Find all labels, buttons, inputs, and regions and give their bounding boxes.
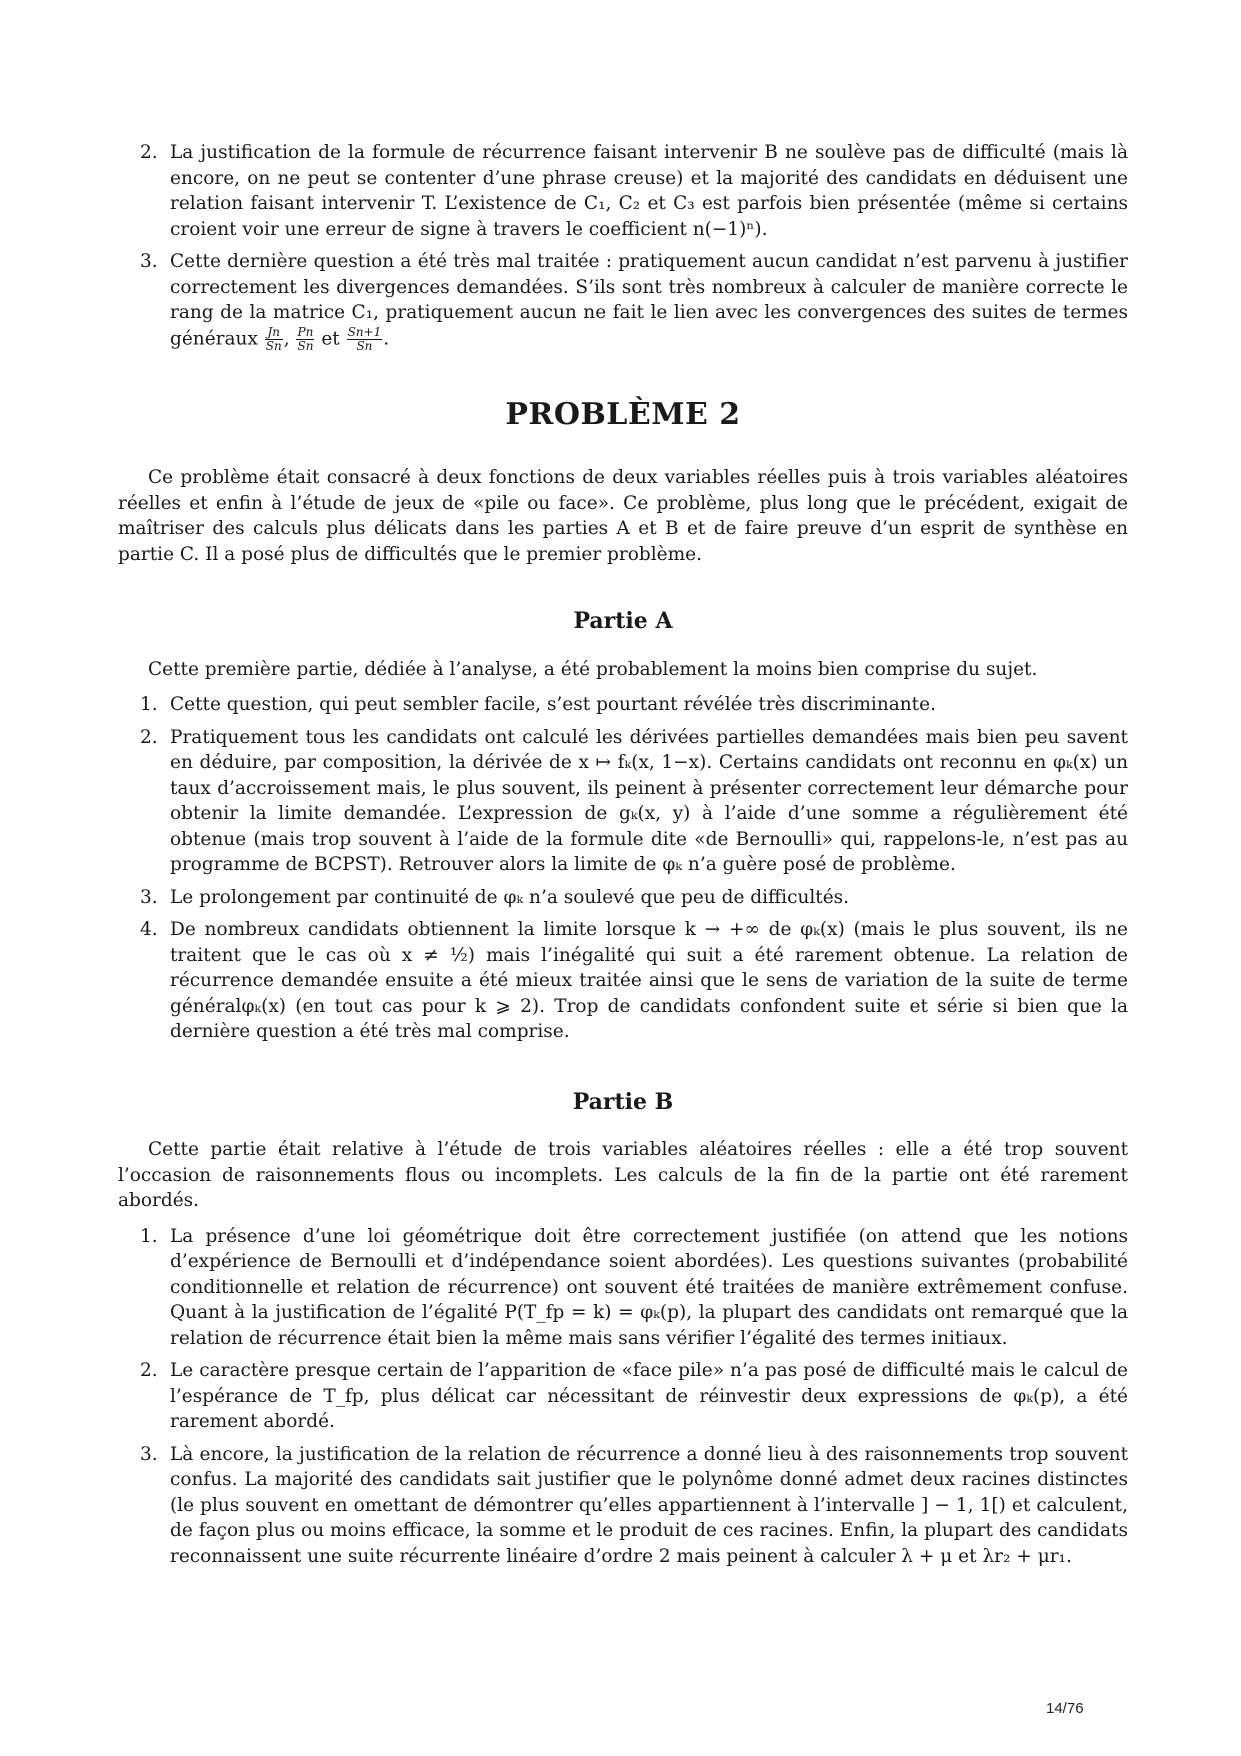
item-text: Le prolongement par continuité de φₖ n’a soulevé que peu de difficultés. — [170, 886, 850, 908]
item-text: Là encore, la justification de la relation de récurrence a donné lieu à des raisonnements trop souvent confus. La majorité des candidats sait justifier que le polynôme donné admet deux racines distinctes (le plus souvent en omettant de démontrer qu’elles appartiennent à l’intervalle ] − 1, 1[) et calculent, de façon plus ou moins efficace, la somme et le produit de ces racines. Enfin, la plupart des candidats reconnaissent une suite récurrente linéaire d’ordre 2 mais peinent à calculer λ + μ et λr₂ + μr₁. — [170, 1443, 1128, 1567]
list-item — [118, 917, 1128, 1045]
list-item — [118, 885, 1128, 911]
page-number: 14/76 — [1046, 1700, 1084, 1717]
part-b-intro: Cette partie était relative à l’étude de trois variables aléatoires réelles : elle a été trop souvent l’occasion de raisonnements flous ou incomplets. Les calculs de la fin de la partie ont été rarement abordés. — [118, 1139, 1128, 1211]
part-a-intro: Cette première partie, dédiée à l’analyse, a été probablement la moins bien comprise du sujet. — [148, 658, 1038, 680]
fraction-jn-sn: $\frac{Jn}{Sn}$ — [265, 324, 282, 353]
item-number: 3. — [140, 1443, 158, 1465]
problem-title: PROBLÈME 2 — [505, 396, 741, 432]
item-number: 1. — [140, 1225, 158, 1247]
item-number: 3. — [140, 251, 158, 272]
item-text: De nombreux candidats obtiennent la limite lorsque k → +∞ de φₖ(x) (mais le plus souvent, ils ne traitent que le cas où x ≠ ½) mais l’inégalité qui suit a été rarement obtenue. La relation de récurrence demandée ensuite a été mieux traitée ainsi que le sens de variation de la suite de terme généralφₖ(x) (en tout cas pour k ⩾ 2). Trop de candidats confondent suite et série si bien que la dernière question a été très mal comprise. — [170, 919, 1128, 1042]
list-item: 3. Cette dernière question a été très mal traitée : pratiquement aucun candidat n’est parvenu à justifier correctement les divergences demandées. S’ils sont très nombreux à calculer de manière correcte le rang de la matrice C₁, pratiquement aucun ne fait le lien avec les convergences des suites de termes généraux $\frac{Jn}{Sn}$ , $\frac{Pn}{Sn}$ et $\frac{Sn+1}{Sn}$ . — [140, 251, 1128, 353]
part-a-list — [118, 692, 1128, 1045]
item-text: La justification de la formule de récurrence faisant intervenir B ne soulève pas de difficulté (mais là encore, on ne peut se contenter d’une phrase creuse) et la majorité des candidats en déduisent une relation faisant intervenir T. L’existence de C₁, C₂ et C₃ est parfois bien présentée (même si certains croient voir une erreur de signe à travers le coefficient n(−1)ⁿ). — [170, 142, 1128, 240]
list-item — [118, 140, 1128, 242]
fraction-pn-sn: $\frac{Pn}{Sn}$ — [297, 324, 314, 353]
item-number: 1. — [140, 694, 158, 715]
item-number: 2. — [140, 1360, 158, 1381]
list-item — [118, 1442, 1128, 1570]
item-text: La présence d’une loi géométrique doit être correctement justifiée (on attend que les notions d’expérience de Bernoulli et d’indépendance soient abordées). Les questions suivantes (probabilité conditionnelle et relation de récurrence) ont souvent été traitées de manière extrêmement confuse. Quant à la justification de l’égalité P(T_fp = k) = φₖ(p), la plupart des candidats ont remarqué que la relation de récurrence était bien la même mais sans vérifier l’égalité des termes initiaux. — [170, 1225, 1128, 1349]
item-text: Pratiquement tous les candidats ont calculé les dérivées partielles demandées mais bien peu savent en déduire, par composition, la dérivée de x ↦ fₖ(x, 1−x). Certains candidats ont reconnu en φₖ(x) un taux d’accroissement mais, le plus souvent, ils peinent à présenter correctement leur démarche pour obtenir la limite demandée. L’expression de gₖ(x, y) à l’aide d’une somme a régulièrement été obtenue (mais trop souvent à l’aide de la formule dite «de Bernoulli» qui, rappelons-le, n’est pas au programme de BCPST). Retrouver alors la limite de φₖ n’a guère posé de problème. — [170, 726, 1128, 875]
item-number: 2. — [140, 726, 158, 748]
list-item — [118, 692, 1128, 718]
list-item — [118, 725, 1128, 878]
item-number: 3. — [140, 886, 158, 908]
part-b-list — [118, 1224, 1128, 1570]
item-number: 2. — [140, 142, 158, 163]
list-item — [118, 1358, 1128, 1435]
part-a-heading: Partie A — [573, 608, 673, 634]
top-list — [118, 140, 1128, 353]
problem-intro: Ce problème était consacré à deux fonctions de deux variables réelles puis à trois variables aléatoires réelles et enfin à l’étude de jeux de «pile ou face». Ce problème, plus long que le précédent, exigait de maîtriser des calculs plus délicats dans les parties A et B et de faire preuve d’un esprit de synthèse en partie C. Il a posé plus de difficultés que le premier problème. — [118, 467, 1128, 565]
item-text: Le caractère presque certain de l’apparition de «face pile» n’a pas posé de difficulté mais le calcul de l’espérance de T_fp, plus délicat car nécessitant de réinvestir deux expressions de φₖ(p), a été rarement abordé. — [170, 1360, 1128, 1432]
fraction-sn1-sn: $\frac{Sn+1}{Sn}$ — [347, 324, 382, 353]
item-text: Cette question, qui peut sembler facile, s’est pourtant révélée très discriminante. — [170, 694, 936, 715]
item-text: Cette dernière question a été très mal traitée : pratiquement aucun candidat n’est parvenu à justifier correctement les divergences demandées. S’ils sont très nombreux à calculer de manière correcte le rang de la matrice C₁, pratiquement aucun ne fait le lien avec les convergences des suites de termes généraux — [170, 251, 1128, 349]
list-item — [118, 1224, 1128, 1352]
conjunction-et: et — [321, 328, 340, 349]
item-number: 4. — [140, 919, 158, 940]
part-b-heading: Partie B — [572, 1088, 674, 1115]
page-content — [118, 140, 1128, 1576]
